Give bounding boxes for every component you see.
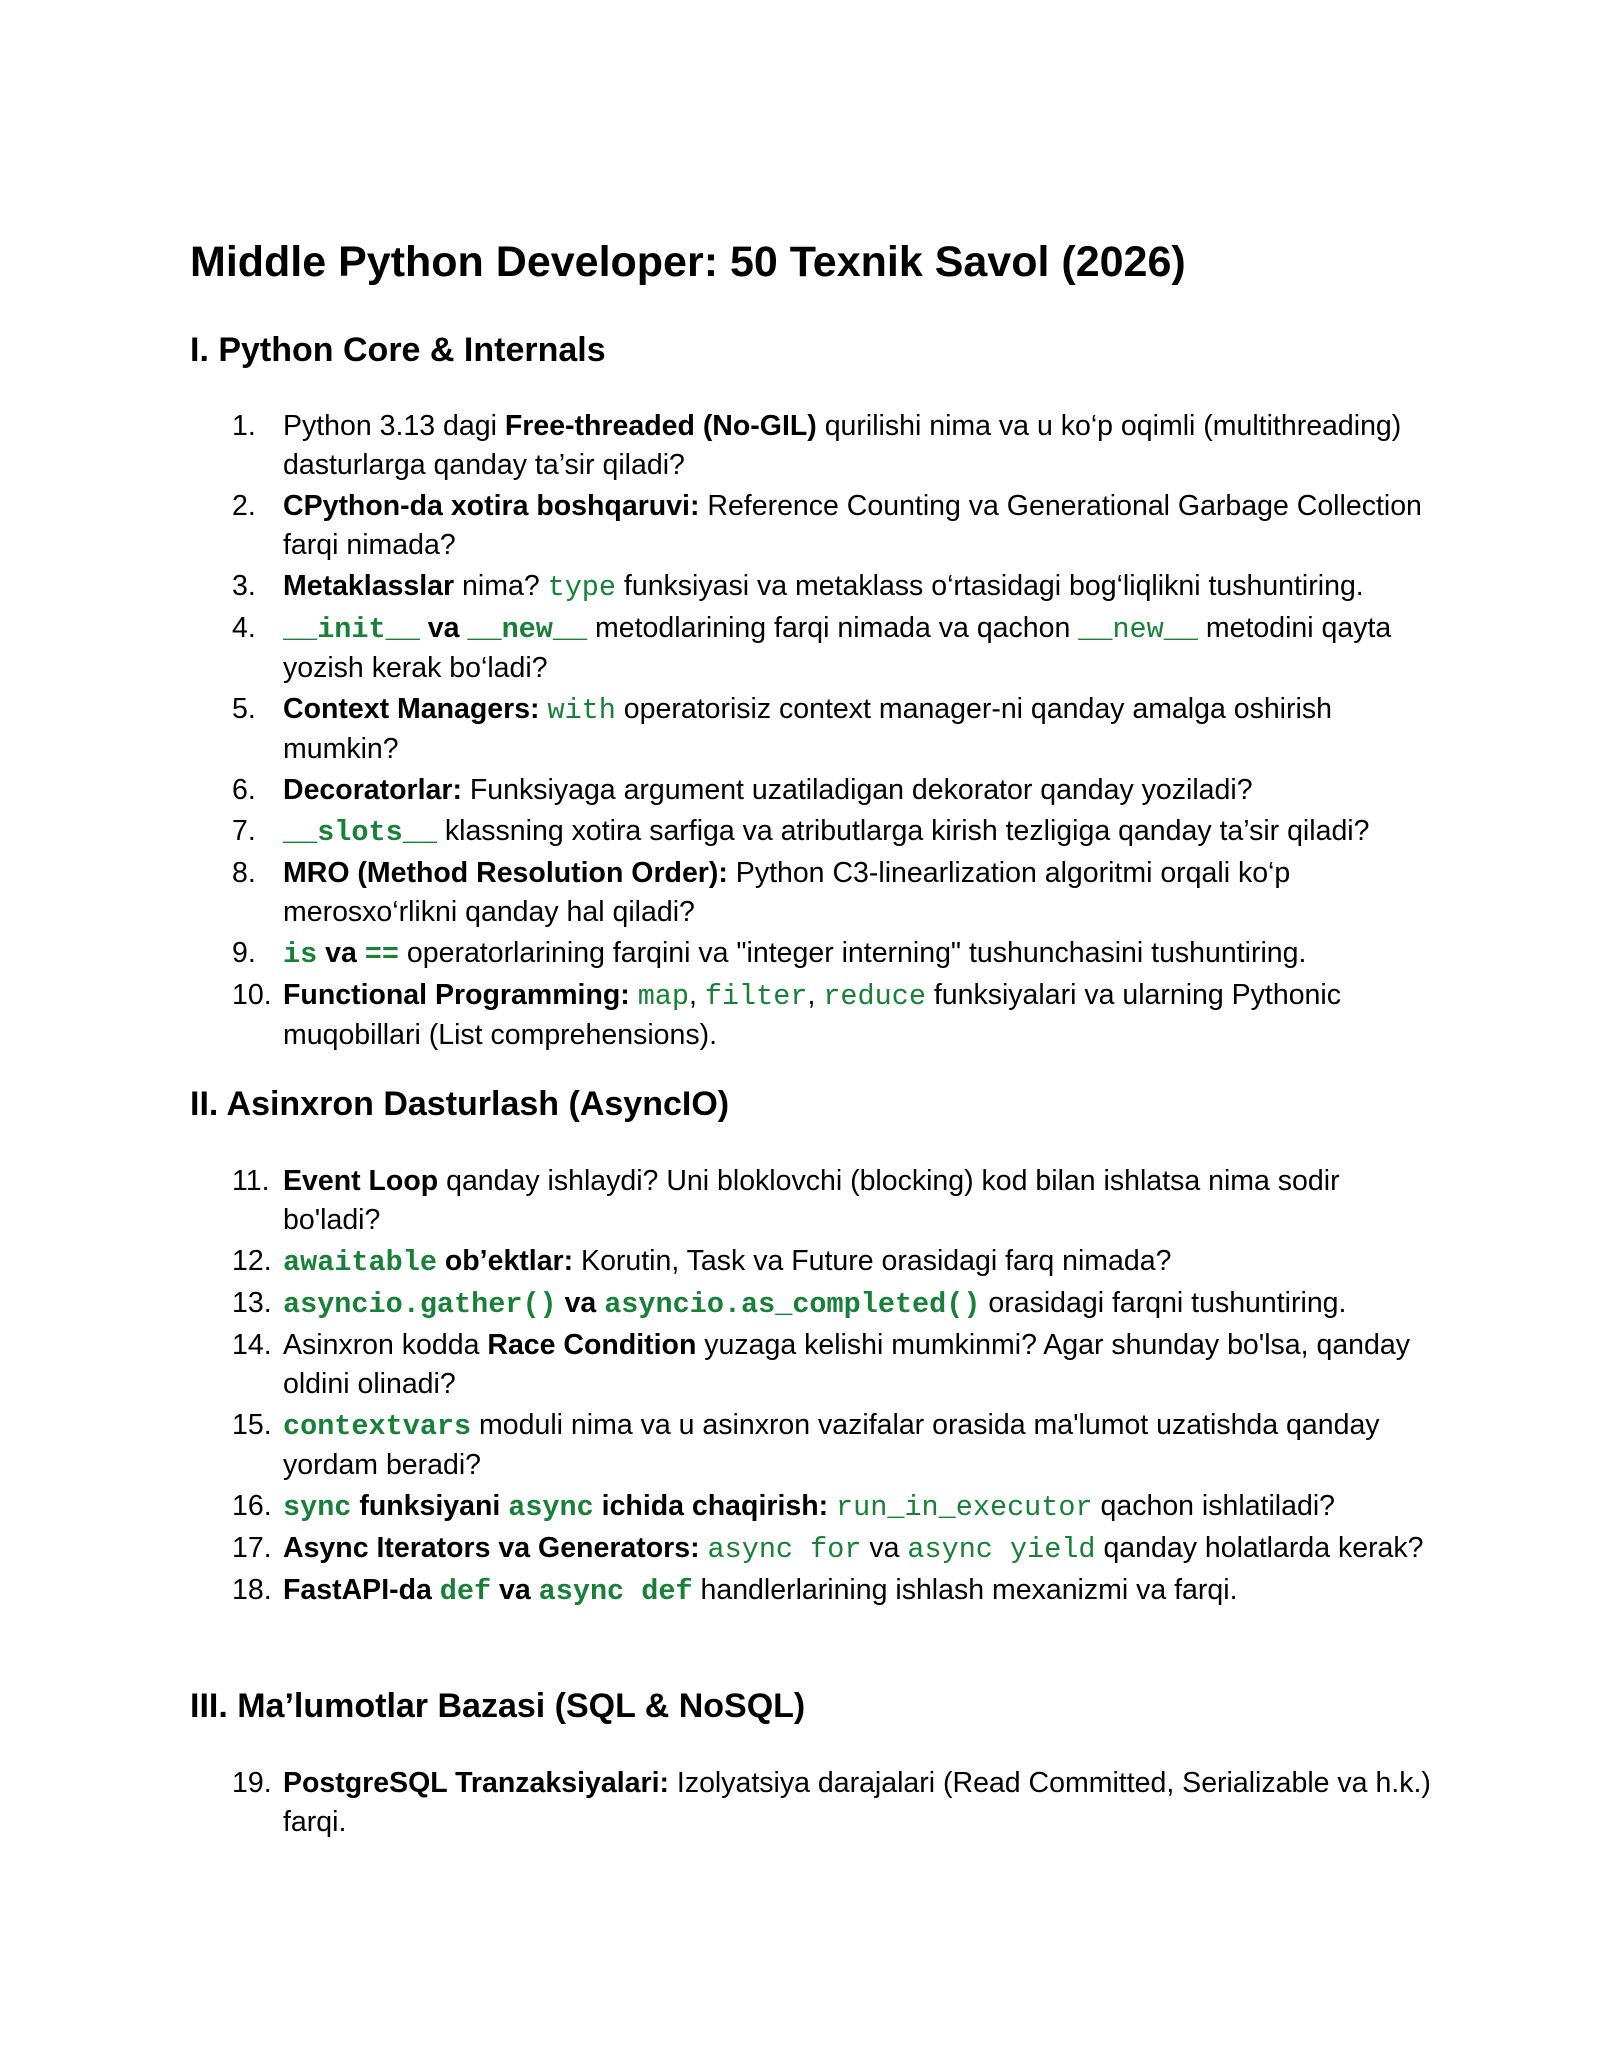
question-text: ob’ektlar: (436, 1245, 574, 1277)
inline-code: __init__ (283, 613, 420, 646)
inline-code: asyncio.as_completed() (604, 1288, 981, 1321)
question-text: Event Loop (283, 1165, 439, 1197)
question-item (0, 1571, 1433, 1611)
question-text: handlerlarining ishlash mexanizmi va farqi. (692, 1574, 1238, 1606)
question-number: 5. (232, 693, 256, 725)
question-number: 16. (232, 1490, 272, 1522)
question-item (0, 407, 1433, 485)
question-text (700, 1532, 708, 1564)
question-item (0, 934, 1433, 974)
question-item (0, 609, 1433, 688)
question-number: 15. (232, 1409, 272, 1441)
question-text: operatorlarining farqini va "integer interning" tushunchasini tushuntiring. (398, 937, 1307, 969)
question-text: operatorisiz context manager-ni qanday amalga oshirish mumkin? (283, 693, 1332, 765)
question-item (0, 1326, 1433, 1404)
question-number: 4. (232, 612, 256, 644)
question-item (0, 1764, 1433, 1842)
question-text: Race Condition (487, 1329, 697, 1361)
question-text: metodini qayta yozish kerak bo‘ladi? (283, 612, 1392, 684)
question-text: Decoratorlar: (283, 774, 462, 806)
inline-code: async (508, 1491, 594, 1524)
question-text: va (317, 937, 365, 969)
question-text: metodlarining farqi nimada va qachon (587, 612, 1079, 644)
question-list-database (0, 1764, 1600, 1844)
question-item (0, 854, 1433, 932)
question-text: Asinxron kodda (283, 1329, 488, 1361)
question-number: 10. (232, 979, 272, 1011)
inline-code: def (439, 1575, 492, 1608)
inline-code: run_in_executor (836, 1491, 1093, 1524)
question-text: qachon ishlatiladi? (1092, 1490, 1336, 1522)
question-number: 18. (232, 1574, 272, 1606)
question-number: 9. (232, 937, 256, 969)
question-number: 7. (232, 815, 256, 847)
question-text: klassning xotira sarfiga va atributlarga kirish tezligiga qanday ta’sir qiladi? (436, 815, 1370, 847)
question-item (0, 1406, 1433, 1485)
inline-code: __new__ (1078, 613, 1198, 646)
section-heading-core: I. Python Core & Internals (190, 331, 606, 369)
question-text: Korutin, Task va Future orasidagi farq nimada? (573, 1245, 1172, 1277)
question-number: 11. (232, 1165, 270, 1197)
question-number: 6. (232, 774, 256, 806)
question-text: Funksiyaga argument uzatiladigan dekorator qanday yoziladi? (461, 774, 1253, 806)
question-text: qanday ishlaydi? Uni bloklovchi (blocking) kod bilan ishlatsa nima sodir bo'ladi? (283, 1165, 1340, 1236)
inline-code: async for (707, 1533, 862, 1566)
question-text: PostgreSQL Tranzaksiyalari: (283, 1767, 669, 1799)
section-heading-database: III. Ma’lumotlar Bazasi (SQL & NoSQL) (190, 1687, 806, 1725)
question-text: va (419, 612, 468, 644)
question-item (0, 1529, 1433, 1569)
question-number: 12. (232, 1245, 272, 1277)
question-number: 3. (232, 570, 256, 602)
question-text: Metaklasslar (283, 570, 455, 602)
question-item (0, 1242, 1433, 1282)
question-text: CPython-da xotira boshqaruvi: (283, 490, 700, 522)
question-item (0, 1284, 1433, 1324)
question-text: orasidagi farqni tushuntiring. (980, 1287, 1347, 1319)
inline-code: sync (283, 1491, 352, 1524)
inline-code: awaitable (283, 1246, 437, 1279)
inline-code: with (547, 694, 616, 727)
question-text: qurilishi nima va u ko‘p oqimli (multithreading) dasturlarga qanday ta’sir qiladi? (283, 410, 1402, 481)
question-text: Context Managers: (283, 693, 540, 725)
question-item (0, 771, 1433, 810)
question-text (828, 1490, 836, 1522)
question-text: Izolyatsiya darajalari (Read Committed, Serializable va h.k.) farqi. (283, 1767, 1431, 1838)
question-text: moduli nima va u asinxron vazifalar orasida ma'lumot uzatishda qanday yordam beradi? (283, 1409, 1380, 1481)
question-item (0, 487, 1433, 565)
question-text: MRO (Method Resolution Order): (283, 857, 728, 889)
question-text: va (861, 1532, 908, 1564)
page-title: Middle Python Developer: 50 Texnik Savol (2026) (190, 238, 1186, 286)
question-text: , (689, 979, 705, 1011)
inline-code: == (364, 938, 399, 971)
inline-code: asyncio.gather() (283, 1288, 557, 1321)
question-item (0, 1162, 1433, 1240)
section-heading-asyncio: II. Asinxron Dasturlash (AsyncIO) (190, 1085, 730, 1123)
inline-code: type (547, 571, 617, 604)
inline-code: contextvars (283, 1410, 472, 1443)
question-text: va (556, 1287, 605, 1319)
question-text (630, 979, 638, 1011)
question-text: funksiyani (351, 1490, 509, 1522)
question-text: Async Iterators va Generators: (283, 1532, 700, 1564)
inline-code: is (283, 938, 318, 971)
question-text: yuzaga kelishi mumkinmi? Agar shunday bo'lsa, qanday oldini olinadi? (283, 1329, 1410, 1400)
question-text: , (807, 979, 824, 1011)
question-text: nima? (454, 570, 548, 602)
question-number: 13. (232, 1287, 272, 1319)
question-item (0, 812, 1433, 852)
inline-code: map (637, 980, 689, 1013)
question-text: ichida chaqirish: (593, 1490, 829, 1522)
inline-code: __slots__ (283, 816, 437, 849)
question-text: Python 3.13 dagi (283, 410, 505, 442)
inline-code: __new__ (467, 613, 588, 646)
question-text: funksiyalari va ularning Pythonic muqobillari (List comprehensions). (283, 979, 1341, 1051)
question-list-asyncio (0, 1162, 1600, 1613)
question-number: 8. (232, 857, 256, 889)
question-text: Free-threaded (No-GIL) (504, 410, 817, 442)
inline-code: async def (538, 1575, 693, 1608)
question-list-core (0, 407, 1600, 1057)
question-item (0, 567, 1433, 607)
question-text: funksiyasi va metaklass o‘rtasidagi bog‘liqlikni tushuntiring. (616, 570, 1364, 602)
question-text: Reference Counting va Generational Garbage Collection farqi nimada? (283, 490, 1422, 561)
question-number: 1. (232, 410, 256, 442)
question-text: qanday holatlarda kerak? (1095, 1532, 1424, 1564)
question-number: 14. (232, 1329, 272, 1361)
question-text: Python C3-linearlization algoritmi orqali ko‘p merosxo‘rlikni qanday hal qiladi? (283, 857, 1291, 928)
inline-code: async yield (907, 1533, 1096, 1566)
question-number: 17. (232, 1532, 272, 1564)
question-number: 19. (232, 1767, 272, 1799)
question-number: 2. (232, 490, 256, 522)
question-text: Functional Programming: (283, 979, 630, 1011)
question-item (0, 690, 1433, 769)
inline-code: reduce (823, 980, 926, 1013)
question-item (0, 1487, 1433, 1527)
question-item (0, 976, 1433, 1055)
inline-code: filter (704, 980, 808, 1013)
question-text: va (491, 1574, 539, 1606)
question-text: FastAPI-da (283, 1574, 440, 1606)
